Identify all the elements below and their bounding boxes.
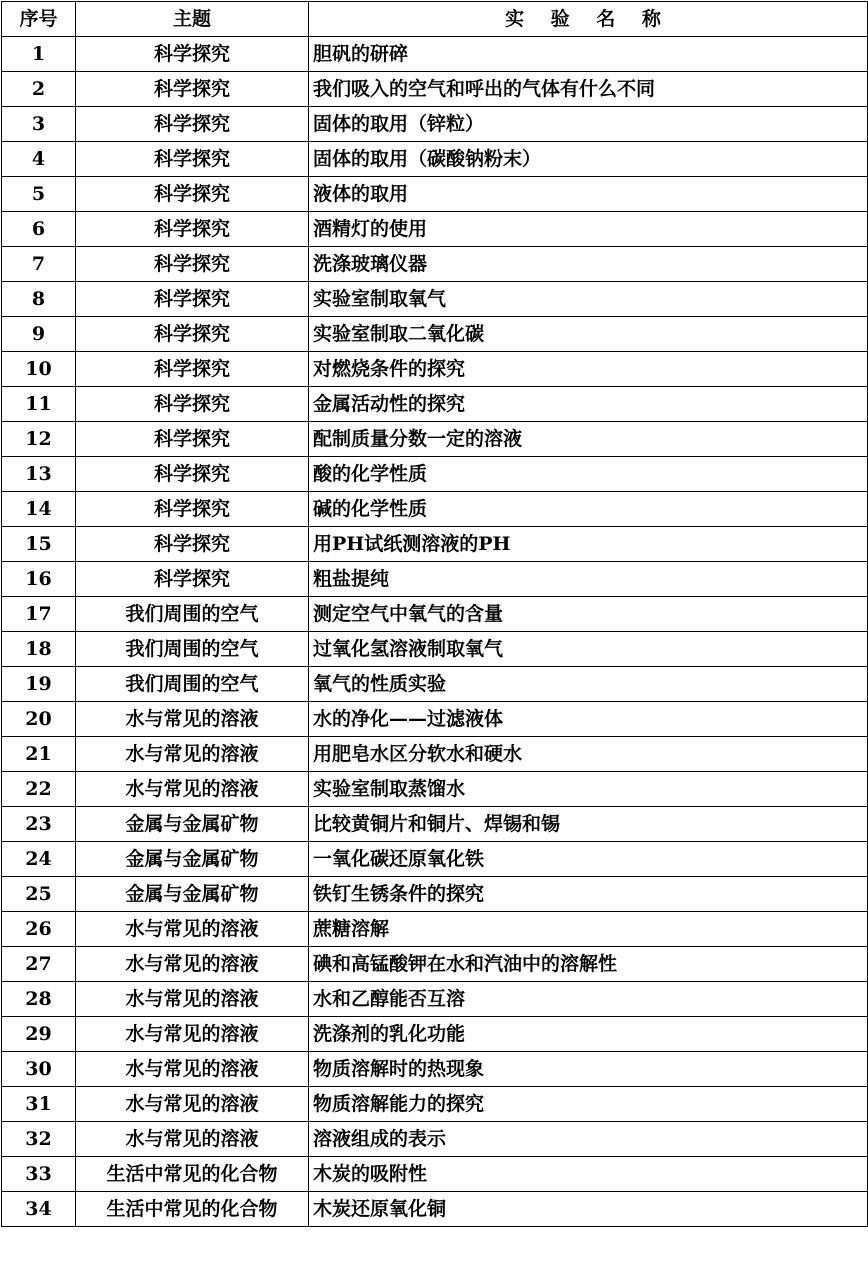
row-experiment-name: 粗盐提纯 xyxy=(309,562,868,597)
row-topic: 水与常见的溶液 xyxy=(76,912,309,947)
row-topic: 科学探究 xyxy=(76,457,309,492)
row-number: 15 xyxy=(2,527,76,562)
row-topic: 科学探究 xyxy=(76,492,309,527)
table-row xyxy=(2,667,868,702)
table-row xyxy=(2,772,868,807)
row-experiment-name: 水和乙醇能否互溶 xyxy=(309,982,868,1017)
row-topic: 金属与金属矿物 xyxy=(76,807,309,842)
row-experiment-name: 我们吸入的空气和呼出的气体有什么不同 xyxy=(309,72,868,107)
table-row xyxy=(2,352,868,387)
row-experiment-name: 实验室制取氧气 xyxy=(309,282,868,317)
row-number: 17 xyxy=(2,597,76,632)
row-number: 16 xyxy=(2,562,76,597)
row-topic: 水与常见的溶液 xyxy=(76,772,309,807)
table-row xyxy=(2,597,868,632)
row-topic: 水与常见的溶液 xyxy=(76,1087,309,1122)
header-num: 序号 xyxy=(2,2,76,37)
row-number: 2 xyxy=(2,72,76,107)
row-number: 22 xyxy=(2,772,76,807)
row-number: 19 xyxy=(2,667,76,702)
row-number: 26 xyxy=(2,912,76,947)
row-experiment-name: 过氧化氢溶液制取氧气 xyxy=(309,632,868,667)
table-row xyxy=(2,1052,868,1087)
row-number: 25 xyxy=(2,877,76,912)
row-topic: 生活中常见的化合物 xyxy=(76,1157,309,1192)
row-topic: 科学探究 xyxy=(76,247,309,282)
row-topic: 科学探究 xyxy=(76,212,309,247)
row-number: 11 xyxy=(2,387,76,422)
table-row xyxy=(2,912,868,947)
row-topic: 水与常见的溶液 xyxy=(76,737,309,772)
row-number: 20 xyxy=(2,702,76,737)
header-row xyxy=(2,2,868,37)
row-experiment-name: 洗涤剂的乳化功能 xyxy=(309,1017,868,1052)
table-row xyxy=(2,387,868,422)
table-row xyxy=(2,737,868,772)
table-row xyxy=(2,317,868,352)
row-experiment-name: 酒精灯的使用 xyxy=(309,212,868,247)
row-topic: 科学探究 xyxy=(76,107,309,142)
table-row xyxy=(2,282,868,317)
row-experiment-name: 实验室制取二氧化碳 xyxy=(309,317,868,352)
table-row xyxy=(2,107,868,142)
row-number: 8 xyxy=(2,282,76,317)
table-row xyxy=(2,632,868,667)
table-row xyxy=(2,1087,868,1122)
table-row xyxy=(2,1122,868,1157)
row-number: 7 xyxy=(2,247,76,282)
table-row xyxy=(2,422,868,457)
row-topic: 水与常见的溶液 xyxy=(76,1122,309,1157)
row-topic: 科学探究 xyxy=(76,317,309,352)
row-number: 27 xyxy=(2,947,76,982)
row-topic: 金属与金属矿物 xyxy=(76,842,309,877)
row-number: 29 xyxy=(2,1017,76,1052)
row-topic: 科学探究 xyxy=(76,562,309,597)
row-number: 5 xyxy=(2,177,76,212)
row-experiment-name: 液体的取用 xyxy=(309,177,868,212)
row-topic: 科学探究 xyxy=(76,37,309,72)
row-experiment-name: 比较黄铜片和铜片、焊锡和锡 xyxy=(309,807,868,842)
row-experiment-name: 固体的取用（锌粒） xyxy=(309,107,868,142)
row-topic: 水与常见的溶液 xyxy=(76,982,309,1017)
row-experiment-name: 酸的化学性质 xyxy=(309,457,868,492)
row-number: 18 xyxy=(2,632,76,667)
row-topic: 水与常见的溶液 xyxy=(76,1052,309,1087)
row-topic: 科学探究 xyxy=(76,142,309,177)
row-topic: 水与常见的溶液 xyxy=(76,1017,309,1052)
row-experiment-name: 碘和高锰酸钾在水和汽油中的溶解性 xyxy=(309,947,868,982)
row-number: 33 xyxy=(2,1157,76,1192)
row-experiment-name: 用PH试纸测溶液的PH xyxy=(309,527,868,562)
row-experiment-name: 对燃烧条件的探究 xyxy=(309,352,868,387)
row-number: 32 xyxy=(2,1122,76,1157)
table-row xyxy=(2,982,868,1017)
row-number: 4 xyxy=(2,142,76,177)
row-number: 6 xyxy=(2,212,76,247)
row-experiment-name: 蔗糖溶解 xyxy=(309,912,868,947)
row-experiment-name: 木炭还原氧化铜 xyxy=(309,1192,868,1227)
table-row xyxy=(2,842,868,877)
row-experiment-name: 一氧化碳还原氧化铁 xyxy=(309,842,868,877)
row-topic: 科学探究 xyxy=(76,422,309,457)
table-row xyxy=(2,527,868,562)
row-number: 24 xyxy=(2,842,76,877)
table-row xyxy=(2,702,868,737)
row-experiment-name: 实验室制取蒸馏水 xyxy=(309,772,868,807)
row-number: 1 xyxy=(2,37,76,72)
table-row xyxy=(2,457,868,492)
row-topic: 我们周围的空气 xyxy=(76,667,309,702)
table-row xyxy=(2,142,868,177)
row-topic: 科学探究 xyxy=(76,177,309,212)
row-number: 31 xyxy=(2,1087,76,1122)
header-name: 实 验 名 称 xyxy=(309,2,868,37)
row-number: 13 xyxy=(2,457,76,492)
row-experiment-name: 木炭的吸附性 xyxy=(309,1157,868,1192)
experiment-table xyxy=(1,1,868,1227)
row-number: 14 xyxy=(2,492,76,527)
table-row xyxy=(2,177,868,212)
table-row xyxy=(2,1017,868,1052)
table-row xyxy=(2,72,868,107)
header-topic: 主题 xyxy=(76,2,309,37)
row-topic: 金属与金属矿物 xyxy=(76,877,309,912)
row-experiment-name: 固体的取用（碳酸钠粉末） xyxy=(309,142,868,177)
row-topic: 水与常见的溶液 xyxy=(76,947,309,982)
row-number: 21 xyxy=(2,737,76,772)
row-number: 10 xyxy=(2,352,76,387)
row-experiment-name: 配制质量分数一定的溶液 xyxy=(309,422,868,457)
row-experiment-name: 溶液组成的表示 xyxy=(309,1122,868,1157)
row-experiment-name: 用肥皂水区分软水和硬水 xyxy=(309,737,868,772)
row-topic: 我们周围的空气 xyxy=(76,632,309,667)
row-number: 9 xyxy=(2,317,76,352)
row-experiment-name: 物质溶解时的热现象 xyxy=(309,1052,868,1087)
row-number: 30 xyxy=(2,1052,76,1087)
row-experiment-name: 胆矾的研碎 xyxy=(309,37,868,72)
table-row xyxy=(2,1192,868,1227)
table-row xyxy=(2,877,868,912)
row-number: 3 xyxy=(2,107,76,142)
row-number: 34 xyxy=(2,1192,76,1227)
table-row xyxy=(2,807,868,842)
table-row xyxy=(2,1157,868,1192)
row-topic: 生活中常见的化合物 xyxy=(76,1192,309,1227)
row-experiment-name: 氧气的性质实验 xyxy=(309,667,868,702)
row-experiment-name: 金属活动性的探究 xyxy=(309,387,868,422)
row-topic: 水与常见的溶液 xyxy=(76,702,309,737)
row-experiment-name: 物质溶解能力的探究 xyxy=(309,1087,868,1122)
row-experiment-name: 铁钉生锈条件的探究 xyxy=(309,877,868,912)
row-topic: 科学探究 xyxy=(76,527,309,562)
row-topic: 我们周围的空气 xyxy=(76,597,309,632)
row-topic: 科学探究 xyxy=(76,72,309,107)
row-number: 12 xyxy=(2,422,76,457)
row-experiment-name: 测定空气中氧气的含量 xyxy=(309,597,868,632)
table-row xyxy=(2,492,868,527)
table-row xyxy=(2,947,868,982)
table-row xyxy=(2,212,868,247)
row-experiment-name: 碱的化学性质 xyxy=(309,492,868,527)
row-topic: 科学探究 xyxy=(76,282,309,317)
row-topic: 科学探究 xyxy=(76,352,309,387)
table-row xyxy=(2,247,868,282)
row-number: 23 xyxy=(2,807,76,842)
row-experiment-name: 洗涤玻璃仪器 xyxy=(309,247,868,282)
table-row xyxy=(2,37,868,72)
row-number: 28 xyxy=(2,982,76,1017)
row-topic: 科学探究 xyxy=(76,387,309,422)
row-experiment-name: 水的净化——过滤液体 xyxy=(309,702,868,737)
table-row xyxy=(2,562,868,597)
